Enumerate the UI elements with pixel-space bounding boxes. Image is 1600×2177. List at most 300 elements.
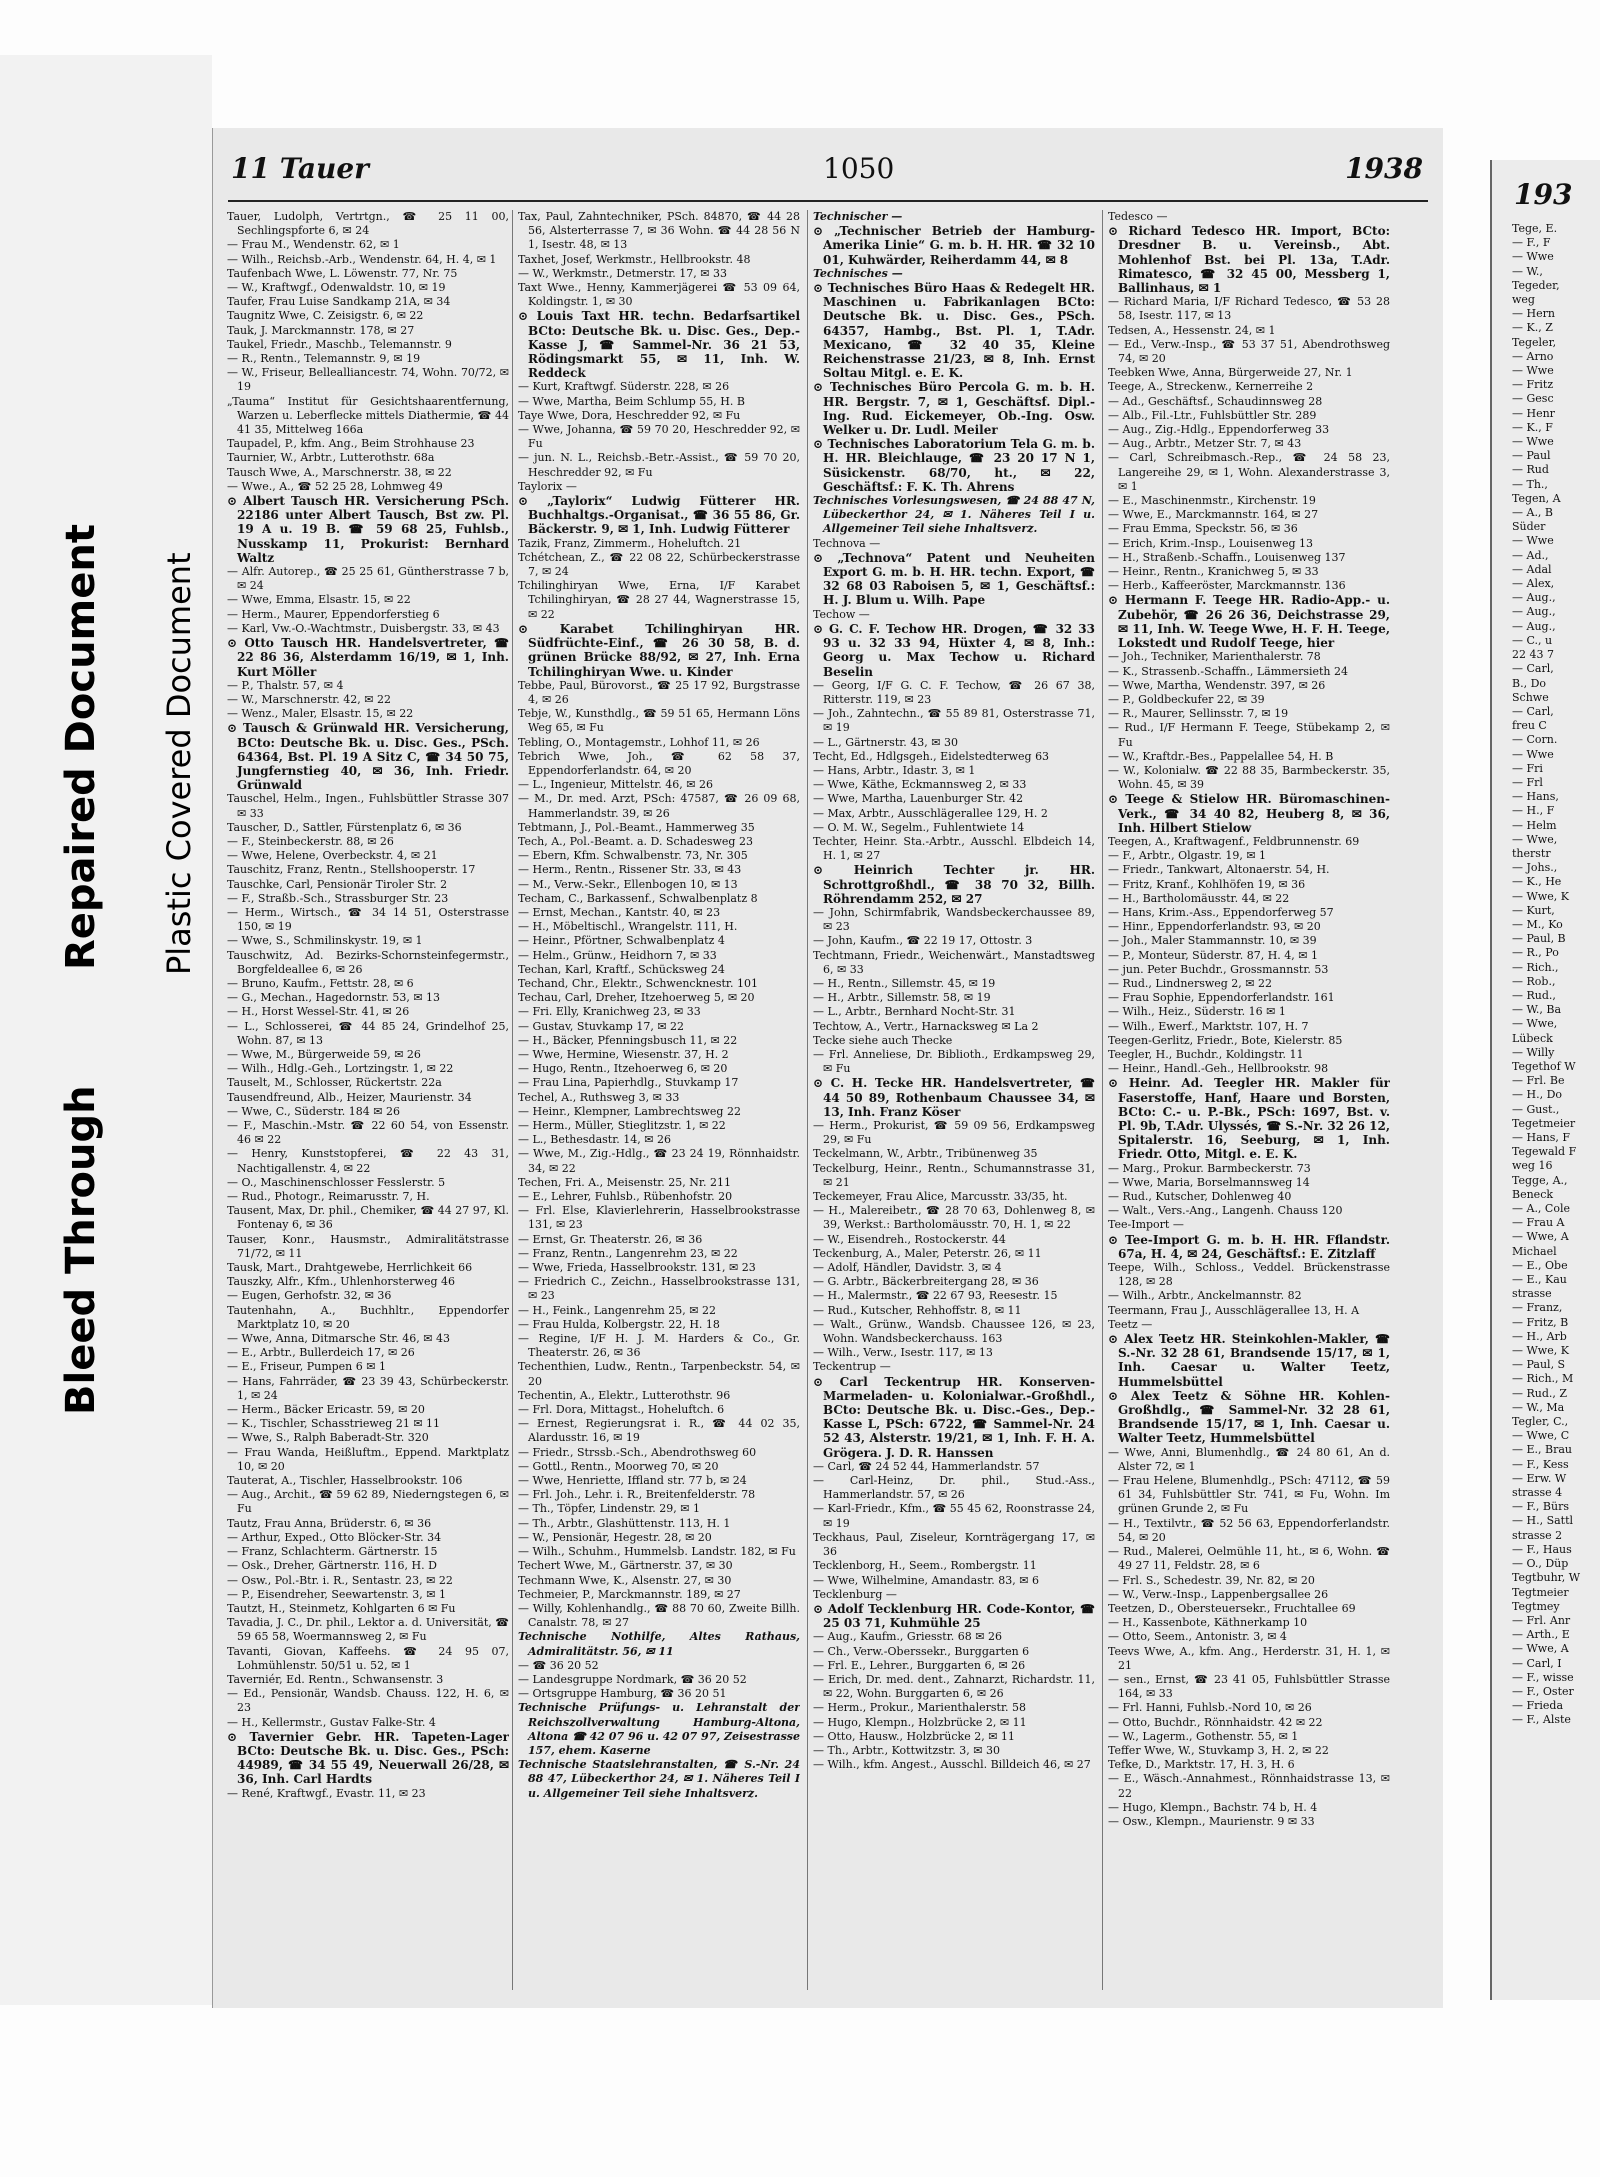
adjacent-page-line: — Helm xyxy=(1512,818,1557,832)
adjacent-page-line: — Paul, B xyxy=(1512,932,1566,946)
directory-entry: ⊙ Alex Teetz & Söhne HR. Kohlen-Großhdlg., ☎ Sammel-Nr. 32 28 61, Brandsende 15/17, ✉ 1, Inh. Caesar u. Walter Teetz, Hummelsbüttel xyxy=(1108,1388,1390,1446)
directory-entry: — M., Verw.-Sekr., Ellenbogen 10, ✉ 13 xyxy=(518,877,738,891)
directory-entry: — Herm., Bäcker Ericastr. 59, ✉ 20 xyxy=(227,1403,425,1417)
directory-entry: Tauterat, A., Tischler, Hasselbrookstr. 106 xyxy=(227,1474,463,1488)
adjacent-page-line: — Rich., xyxy=(1512,960,1559,974)
adjacent-page-line: — Frieda xyxy=(1512,1699,1564,1713)
directory-entry: — Frau Lina, Papierhdlg., Stuvkamp 17 xyxy=(518,1076,739,1090)
directory-entry: Technischer — xyxy=(813,210,903,223)
directory-entry: — Wwe, Anna, Ditmarsche Str. 46, ✉ 43 xyxy=(227,1332,450,1346)
directory-entry: — Hugo, Rentn., Itzehoerweg 6, ✉ 20 xyxy=(518,1062,728,1076)
adjacent-page-line: — H., Do xyxy=(1512,1088,1563,1102)
directory-entry: — E., Friseur, Pumpen 6 ✉ 1 xyxy=(227,1360,386,1374)
directory-entry: Tavadia, J. C., Dr. phil., Lektor a. d. Universität, ☎ 59 65 58, Woermannsweg 2, ✉ Fu xyxy=(227,1616,509,1644)
directory-entry: Technisches Vorlesungswesen, ☎ 24 88 47 N, Lübeckerthor 24, ✉ 1. Näheres Teil I u. Allgemeiner Teil siehe Inhaltsverz. xyxy=(813,494,1095,536)
adjacent-page-line: — Wwe, K xyxy=(1512,889,1569,903)
directory-entry: — Otto, Hausw., Holzbrücke 2, ✉ 11 xyxy=(813,1729,1015,1743)
adjacent-page-line: — A., B xyxy=(1512,506,1554,520)
adjacent-page-line: strasse 2 xyxy=(1512,1528,1563,1542)
directory-entry: — Aug., Archit., ☎ 59 62 89, Niederngstegen 6, ✉ Fu xyxy=(227,1488,509,1516)
directory-entry: — K., Tischler, Schasstrieweg 21 ✉ 11 xyxy=(227,1417,441,1431)
directory-entry: ⊙ „Technova“ Patent und Neuheiten Export G. m. b. H. HR. techn. Export, ☎ 32 68 03 Raboisen 5, ✉ 1, Geschäftsf.: H. J. Blum u. Wilh. Pape xyxy=(813,550,1095,608)
page-header xyxy=(213,152,1443,192)
directory-entry: — Rud., Lindnersweg 2, ✉ 22 xyxy=(1108,976,1273,990)
directory-entry: Teege, A., Streckenw., Kernerreihe 2 xyxy=(1108,380,1314,394)
directory-entry: — Heinr., Klempner, Lambrechtsweg 22 xyxy=(518,1104,741,1118)
directory-entry: — H., Möbeltischl., Wrangelstr. 111, H. xyxy=(518,920,738,934)
directory-entry: Tefke, D., Marktstr. 17, H. 3, H. 6 xyxy=(1108,1758,1295,1772)
adjacent-page-line: — Th., xyxy=(1512,477,1548,491)
adjacent-page-line: Lübeck xyxy=(1512,1031,1553,1045)
directory-entry: ⊙ Adolf Tecklenburg HR. Code-Kontor, ☎ 25 03 71, Kuhmühle 25 xyxy=(813,1601,1095,1631)
directory-entry: — F., Steinbeckerstr. 88, ✉ 26 xyxy=(227,834,394,848)
directory-entry: Tecke siehe auch Thecke xyxy=(813,1033,953,1047)
directory-entry: — Gustav, Stuvkamp 17, ✉ 22 xyxy=(518,1019,685,1033)
directory-entry: Techel, A., Ruthsweg 3, ✉ 33 xyxy=(518,1090,680,1104)
directory-entry: Teckhaus, Paul, Ziseleur, Kornträgergang 17, ✉ 36 xyxy=(813,1530,1095,1559)
adjacent-page-line: — Johs., xyxy=(1512,861,1558,875)
adjacent-page-line: — Gesc xyxy=(1512,392,1554,406)
directory-entry: — H., Kellermstr., Gustav Falke-Str. 4 xyxy=(227,1715,436,1729)
directory-entry: — Frl. Else, Klavierlehrerin, Hasselbrookstrasse 131, ✉ 23 xyxy=(518,1204,800,1232)
directory-entry: ⊙ Teege & Stielow HR. Büromaschinen-Verk., ☎ 34 40 82, Heuberg 8, ✉ 36, Inh. Hilbert Stielow xyxy=(1108,792,1390,835)
directory-entry: — K., Strassenb.-Schaffn., Lämmersieth 24 xyxy=(1108,664,1349,678)
directory-entry: — ☎ 36 20 52 xyxy=(518,1658,599,1672)
directory-entry: — Hugo, Klempn., Holzbrücke 2, ✉ 11 xyxy=(813,1715,1027,1729)
adjacent-page-line: strasse 4 xyxy=(1512,1486,1563,1500)
directory-entry: — Frl. Anneliese, Dr. Biblioth., Erdkampsweg 29, ✉ Fu xyxy=(813,1047,1095,1076)
directory-entry: — Joh., Maler Stammannstr. 10, ✉ 39 xyxy=(1108,934,1317,948)
directory-entry: ⊙ Heinrich Techter jr. HR. Schrottgroßhdl., ☎ 38 70 32, Billh. Röhrendamm 252, ✉ 27 xyxy=(813,863,1095,906)
directory-entry: — Th., Töpfer, Lindenstr. 29, ✉ 1 xyxy=(518,1502,700,1516)
directory-entry: — Carl, Schreibmasch.-Rep., ☎ 24 58 23, Langereihe 29, ✉ 1, Wohn. Alexanderstrasse 3, ✉ 1 xyxy=(1108,451,1390,493)
directory-entry: — L., Gärtnerstr. 43, ✉ 30 xyxy=(813,735,958,749)
directory-entry: — P., Eisendreher, Seewartenstr. 3, ✉ 1 xyxy=(227,1587,447,1601)
adjacent-page-line: — F., Haus xyxy=(1512,1542,1572,1556)
directory-entry: Tausendfreund, Alb., Heizer, Maurienstr. 34 xyxy=(227,1090,472,1104)
plastic-covered-label: Plastic Covered Document xyxy=(160,552,198,975)
adjacent-page-line: Tegler, C., xyxy=(1512,1415,1569,1429)
adjacent-page-line: — F., F xyxy=(1512,236,1551,250)
directory-entry: Techmann Wwe, K., Alsenstr. 27, ✉ 30 xyxy=(518,1573,732,1587)
page-section-heading: 11 Tauer xyxy=(231,152,369,185)
adjacent-page-line: therstr xyxy=(1512,846,1551,860)
directory-entry: Techt, Ed., Hdlgsgeh., Eidelstedterweg 63 xyxy=(813,749,1050,763)
directory-entry: — L., Arbtr., Bernhard Nocht-Str. 31 xyxy=(813,1005,1016,1019)
adjacent-page-line: Beneck xyxy=(1512,1187,1554,1201)
adjacent-page-line: — Carl, xyxy=(1512,662,1554,676)
directory-entry: — Wwe, Henriette, Iffland str. 77 b, ✉ 24 xyxy=(518,1474,747,1488)
adjacent-page-line: — Henr xyxy=(1512,406,1555,420)
directory-entry: — Landesgruppe Nordmark, ☎ 36 20 52 xyxy=(518,1672,747,1686)
directory-entry: — F., Straßb.-Sch., Strassburger Str. 23 xyxy=(227,891,449,905)
directory-entry: Techan, Karl, Kraftf., Schücksweg 24 xyxy=(518,962,725,976)
directory-entry: Technische Nothilfe, Altes Rathaus, Admiralitätstr. 56, ✉ 11 xyxy=(518,1630,800,1658)
directory-column-4 xyxy=(1108,210,1390,1990)
directory-entry: — M., Dr. med. Arzt, PSch: 47587, ☎ 26 09 68, Hammerlandstr. 39, ✉ 26 xyxy=(518,792,800,820)
directory-entry: Taupadel, P., kfm. Ang., Beim Strohhause 23 xyxy=(227,437,475,451)
adjacent-page-line: 22 43 7 xyxy=(1512,648,1554,662)
adjacent-page-line: — A., Cole xyxy=(1512,1202,1570,1216)
directory-entry: — Wenz., Maler, Elsastr. 15, ✉ 22 xyxy=(227,707,414,721)
adjacent-page-line: weg 16 xyxy=(1512,1159,1553,1173)
directory-entry: — Carl, ☎ 24 52 44, Hammerlandstr. 57 xyxy=(813,1459,1040,1473)
directory-entry: — Wwe, Martha, Beim Schlump 55, H. B xyxy=(518,394,745,408)
adjacent-page-line: Tegetmeier xyxy=(1512,1116,1576,1130)
directory-entry: — Henry, Kunststopferei, ☎ 22 43 31, Nachtigallenstr. 4, ✉ 22 xyxy=(227,1147,509,1175)
directory-entry: — John, Schirmfabrik, Wandsbeckerchaussee 89, ✉ 23 xyxy=(813,905,1095,934)
adjacent-page-line: — Gust., xyxy=(1512,1102,1560,1116)
adjacent-page-line: — F., Alste xyxy=(1512,1713,1571,1727)
directory-entry: Technisches — xyxy=(813,266,903,280)
directory-entry: — Carl-Heinz, Dr. phil., Stud.-Ass., Hammerlandstr. 57, ✉ 26 xyxy=(813,1474,1095,1502)
directory-entry: — Ad., Geschäftsf., Schaudinnsweg 28 xyxy=(1108,394,1323,408)
adjacent-page-line: — Wwe xyxy=(1512,747,1554,761)
directory-entry: — Eugen, Gerhofstr. 32, ✉ 36 xyxy=(227,1289,392,1303)
directory-entry: — Hans, Krim.-Ass., Eppendorferweg 57 xyxy=(1108,905,1334,919)
adjacent-page-line: weg xyxy=(1512,293,1535,307)
directory-entry: — Kurt, Kraftwgf. Süderstr. 228, ✉ 26 xyxy=(518,380,730,394)
directory-entry: Tecklenburg — xyxy=(813,1587,897,1601)
directory-entry: — L., Ingenieur, Mittelstr. 46, ✉ 26 xyxy=(518,778,713,792)
column-divider xyxy=(807,210,808,1990)
directory-entry: — Wilh., Schuhm., Hummelsb. Landstr. 182, ✉ Fu xyxy=(518,1545,796,1559)
directory-entry: — Karl-Friedr., Kfm., ☎ 55 45 62, Roonstrasse 24, ✉ 19 xyxy=(813,1502,1095,1530)
directory-entry: Tee-Import — xyxy=(1108,1218,1184,1232)
directory-entry: — Aug., Zig.-Hdlg., Eppendorferweg 33 xyxy=(1108,423,1330,437)
directory-entry: — Ernest, Regierungsrat i. R., ☎ 44 02 35, Alardusstr. 16, ✉ 19 xyxy=(518,1417,800,1445)
adjacent-page-line: Tege, E. xyxy=(1512,222,1558,235)
repaired-document-label: Repaired Document xyxy=(58,524,104,970)
directory-entry: — Wwe, Martha, Lauenburger Str. 42 xyxy=(813,792,1024,806)
directory-entry: — O., Maschinenschlosser Fesslerstr. 5 xyxy=(227,1175,446,1189)
adjacent-page-line: — Wwe, A xyxy=(1512,1642,1569,1656)
directory-entry: — Wilh., kfm. Angest., Ausschl. Billdeich 46, ✉ 27 xyxy=(813,1758,1091,1772)
directory-entry: Techert Wwe, M., Gärtnerstr. 37, ✉ 30 xyxy=(518,1559,733,1573)
directory-entry: — H., Horst Wessel-Str. 41, ✉ 26 xyxy=(227,1005,410,1019)
directory-entry: — Ch., Verw.-Oberssekr., Burggarten 6 xyxy=(813,1644,1030,1658)
directory-entry: — R., Maurer, Sellinsstr. 7, ✉ 19 xyxy=(1108,707,1289,721)
adjacent-page-line: — Paul, S xyxy=(1512,1358,1566,1372)
directory-entry: — jun. Peter Buchdr., Grossmannstr. 53 xyxy=(1108,962,1329,976)
directory-entry: — Frau Hulda, Kolbergstr. 22, H. 18 xyxy=(518,1317,720,1331)
directory-entry: Tauschke, Carl, Pensionär Tiroler Str. 2 xyxy=(227,877,448,891)
directory-entry: ⊙ Carl Teckentrup HR. Konserven-Marmeladen- u. Kolonialwar.-Großhdl., BCto: Deutsche Bk. u. Disc.-Ges., Dep.-Kasse L, PSch: 6722, ☎ Sammel-Nr. 24 52 43, Alsterstr. 19/21, ✉ 1, Inh. F. H. A. Grögera. J. D. R. Hanssen xyxy=(813,1374,1095,1460)
adjacent-page-line: freu C xyxy=(1512,719,1547,733)
directory-entry: ⊙ Tavernier Gebr. HR. Tapeten-Lager BCto: Deutsche Bk. u. Disc. Ges., PSch: 44989, ☎ 34 55 49, Neuerwall 26/28, ✉ 36, Inh. Carl Hardts xyxy=(227,1729,509,1787)
directory-entry: — E., Wäsch.-Annahmest., Rönnhaidstrasse 13, ✉ 22 xyxy=(1108,1772,1390,1800)
adjacent-page-line: — W., Ba xyxy=(1512,1003,1562,1017)
directory-entry: — Frau Sophie, Eppendorferlandstr. 161 xyxy=(1108,991,1335,1005)
column-divider xyxy=(512,210,513,1990)
directory-entry: — Alb., Fil.-Ltr., Fuhlsbüttler Str. 289 xyxy=(1108,408,1317,422)
adjacent-page-line: — Aug., xyxy=(1512,605,1556,619)
directory-entry: — Wwe, Johanna, ☎ 59 70 20, Heschredder 92, ✉ Fu xyxy=(518,423,800,451)
directory-entry: Teegen-Gerlitz, Friedr., Bote, Kielerstr. 85 xyxy=(1108,1033,1343,1047)
directory-entry: ⊙ Alex Teetz HR. Steinkohlen-Makler, ☎ S.-Nr. 32 28 61, Brandsende 15/17, ✉ 1, Inh. Caesar u. Walter Teetz, Hummelsbüttel xyxy=(1108,1332,1390,1389)
adjacent-page-line: — E., Kau xyxy=(1512,1273,1567,1287)
directory-entry: — Herm., Rentn., Rissener Str. 33, ✉ 43 xyxy=(518,863,742,877)
directory-entry: Teckentrup — xyxy=(813,1360,891,1374)
directory-entry: Tauszky, Alfr., Kfm., Uhlenhorsterweg 46 xyxy=(227,1275,455,1289)
directory-entry: ⊙ Karabet Tchilinghiryan HR. Südfrüchte-Einf., ☎ 26 30 58, B. d. grünen Brücke 88/92, ✉ 27, Inh. Erna Tchilinghiryan Wwe. u. Kinder xyxy=(518,621,800,679)
adjacent-page-line: — Aug., xyxy=(1512,591,1556,605)
directory-entry: — Rud., Malerei, Oelmühle 11, ht., ✉ 6, Wohn. ☎ 49 27 11, Feldstr. 28, ✉ 6 xyxy=(1108,1545,1390,1573)
adjacent-page-line: — K., Z xyxy=(1512,321,1553,335)
adjacent-page-line: — Arth., E xyxy=(1512,1628,1570,1642)
directory-entry: Taufenbach Wwe, L. Löwenstr. 77, Nr. 75 xyxy=(227,266,458,280)
adjacent-page-line: — F., Kess xyxy=(1512,1457,1569,1471)
directory-entry: — Regine, I/F H. J. M. Harders & Co., Gr. Theaterstr. 26, ✉ 36 xyxy=(518,1332,800,1360)
directory-entry: — E., Lehrer, Fuhlsb., Rübenhofstr. 20 xyxy=(518,1190,733,1204)
directory-entry: — H., Feink., Langenrehm 25, ✉ 22 xyxy=(518,1303,716,1317)
directory-entry: — Wwe, Wilhelmine, Amandastr. 83, ✉ 6 xyxy=(813,1573,1039,1587)
directory-entry: Taufer, Frau Luise Sandkamp 21A, ✉ 34 xyxy=(227,295,451,309)
directory-entry: — Walt., Grünw., Wandsb. Chaussee 126, ✉ 23, Wohn. Wandsbeckerchauss. 163 xyxy=(813,1317,1095,1346)
directory-entry: — Wwe, E., Marckmannstr. 164, ✉ 27 xyxy=(1108,508,1319,522)
directory-entry: Teetzen, D., Obersteuersekr., Fruchtallee 69 xyxy=(1108,1601,1356,1615)
directory-entry: — Ernst, Mechan., Kantstr. 40, ✉ 23 xyxy=(518,905,721,919)
page-number: 1050 xyxy=(823,152,895,185)
directory-entry: — Herm., Wirtsch., ☎ 34 14 51, Osterstrasse 150, ✉ 19 xyxy=(227,905,509,934)
directory-entry: Tauk, J. Marckmannstr. 178, ✉ 27 xyxy=(227,323,415,337)
adjacent-page-line: Tegeder, xyxy=(1512,278,1560,292)
directory-entry: — Ed., Pensionär, Wandsb. Chauss. 122, H. 6, ✉ 23 xyxy=(227,1687,509,1715)
directory-entry: Tauschitz, Franz, Rentn., Stellshooperstr. 17 xyxy=(227,863,476,877)
directory-entry: — L., Schlosserei, ☎ 44 85 24, Grindelhof 25, Wohn. 87, ✉ 13 xyxy=(227,1019,509,1047)
directory-entry: Tchétchean, Z., ☎ 22 08 22, Schürbeckerstrasse 7, ✉ 24 xyxy=(518,550,800,579)
directory-entry: — Osw., Pol.-Btr. i. R., Sentastr. 23, ✉ 22 xyxy=(227,1573,453,1587)
adjacent-page-line: — Franz, xyxy=(1512,1301,1563,1315)
adjacent-page-line: — Frl xyxy=(1512,775,1543,789)
adjacent-page-line: — F., wisse xyxy=(1512,1670,1574,1684)
directory-entry: — Franz, Rentn., Langenrehm 23, ✉ 22 xyxy=(518,1246,738,1260)
adjacent-page-line: — H., Sattl xyxy=(1512,1514,1574,1528)
directory-entry: ⊙ Albert Tausch HR. Versicherung PSch. 22186 unter Albert Tausch, Bst zw. Pl. 19 A u. 19 B. ☎ 59 68 25, Fuhlsb., Nusskamp 11, Prokurist: Bernhard Waltz xyxy=(227,494,509,565)
directory-entry: Techow — xyxy=(813,607,870,621)
directory-entry: — L., Bethesdastr. 14, ✉ 26 xyxy=(518,1133,671,1147)
adjacent-page-line: — Rich., M xyxy=(1512,1372,1574,1386)
adjacent-page-line: — H., F xyxy=(1512,804,1555,818)
directory-entry: — Ed., Verw.-Insp., ☎ 53 37 51, Abendrothsweg 74, ✉ 20 xyxy=(1108,337,1390,366)
directory-entry: Taugnitz Wwe, C. Zeisigstr. 6, ✉ 22 xyxy=(227,309,424,323)
directory-entry: — Willy, Kohlenhandlg., ☎ 88 70 60, Zweite Billh. Canalstr. 78, ✉ 27 xyxy=(518,1601,800,1630)
directory-entry: — Wwe, Frieda, Hasselbrookstr. 131, ✉ 23 xyxy=(518,1261,756,1275)
directory-entry: ⊙ „Taylorix“ Ludwig Fütterer HR. Buchhaltgs.-Organisat., ☎ 36 55 86, Gr. Bäckerstr. 9, ✉ 1, Inh. Ludwig Fütterer xyxy=(518,494,800,537)
directory-entry: — Erich, Dr. med. dent., Zahnarzt, Richardstr. 11, ✉ 22, Wohn. Burggarten 6, ✉ 26 xyxy=(813,1672,1095,1701)
directory-entry: ⊙ Tausch & Grünwald HR. Versicherung, BCto: Deutsche Bk. u. Disc. Ges., PSch. 64364, Bst. Pl. 19 A Sitz C, ☎ 34 50 75, Jungfernstieg 40, ✉ 36, Inh. Friedr. Grünwald xyxy=(227,721,509,793)
directory-entry: — Friedr., Strssb.-Sch., Abendrothsweg 60 xyxy=(518,1445,757,1459)
adjacent-page-line: — Wwe xyxy=(1512,534,1554,548)
directory-entry: „Tauma“ Institut für Gesichtshaarentfernung, Warzen u. Leberflecke mittels Diathermie, ☎ 44 41 35, Mittelweg 166a xyxy=(227,394,509,437)
directory-entry: — W., Werkmstr., Detmerstr. 17, ✉ 33 xyxy=(518,266,728,280)
adjacent-page-line: — O., Düp xyxy=(1512,1557,1569,1571)
directory-entry: — Wwe, Hermine, Wiesenstr. 37, H. 2 xyxy=(518,1047,729,1061)
directory-entry: — H., Textilvtr., ☎ 52 56 63, Eppendorferlandstr. 54, ✉ 20 xyxy=(1108,1516,1390,1544)
directory-entry: Tebje, W., Kunsthdlg., ☎ 59 51 65, Hermann Löns Weg 65, ✉ Fu xyxy=(518,707,800,735)
directory-entry: — Richard Maria, I/F Richard Tedesco, ☎ 53 28 58, Isestr. 117, ✉ 13 xyxy=(1108,295,1390,323)
adjacent-page-line: — W., xyxy=(1512,264,1543,278)
directory-entry: ⊙ „Technischer Betrieb der Hamburg-Amerika Linie“ G. m. b. H. HR. ☎ 32 10 01, Kuhwärder, Reiherdamm 44, ✉ 8 xyxy=(813,224,1095,267)
directory-entry: Taxhet, Josef, Werkmstr., Hellbrookstr. 48 xyxy=(518,252,751,266)
directory-entry: Techand, Chr., Elektr., Schwencknestr. 101 xyxy=(518,976,758,990)
adjacent-page-line: — Fritz, B xyxy=(1512,1315,1569,1329)
adjacent-page-line: — M., Ko xyxy=(1512,917,1563,931)
adjacent-page-line: — Ad., xyxy=(1512,548,1549,562)
directory-entry: — Joh., Zahntechn., ☎ 55 89 81, Osterstrasse 71, ✉ 19 xyxy=(813,707,1095,735)
directory-entry: — P., Monteur, Süderstr. 87, H. 4, ✉ 1 xyxy=(1108,948,1319,962)
adjacent-page-line: — Wwe, A xyxy=(1512,1230,1569,1244)
adjacent-page-line: — Rob., xyxy=(1512,974,1556,988)
directory-entry: — W., Lagerm., Gothenstr. 55, ✉ 1 xyxy=(1108,1729,1299,1743)
adjacent-page-line: — Corn. xyxy=(1512,733,1558,747)
directory-entry: — Wilh., Verw., Isestr. 117, ✉ 13 xyxy=(813,1346,993,1360)
directory-entry: Tedesco — xyxy=(1108,210,1168,223)
directory-entry: Tauer, Ludolph, Vertrtgn., ☎ 25 11 00, Sechlingspforte 6, ✉ 24 xyxy=(227,210,509,238)
directory-entry: Tebling, O., Montagemstr., Lohhof 11, ✉ 26 xyxy=(518,735,760,749)
adjacent-page-line: — Wwe, xyxy=(1512,1017,1558,1031)
directory-entry: — Herm., Maurer, Eppendorferstieg 6 xyxy=(227,607,440,621)
directory-entry: — jun. N. L., Reichsb.-Betr.-Assist., ☎ 59 70 20, Heschredder 92, ✉ Fu xyxy=(518,451,800,479)
directory-entry: — Wwe, Martha, Wendenstr. 397, ✉ 26 xyxy=(1108,678,1326,692)
adjacent-page-line: — Wwe, xyxy=(1512,832,1558,846)
directory-entry: — Fritz, Kranf., Kohlhöfen 19, ✉ 36 xyxy=(1108,877,1306,891)
directory-entry: Tauselt, M., Schlosser, Rückertstr. 22a xyxy=(227,1076,442,1090)
directory-entry: Teebken Wwe, Anna, Bürgerweide 27, Nr. 1 xyxy=(1108,366,1353,380)
directory-entry: Tchilinghiryan Wwe, Erna, I/F Karabet Tchilinghiryan, ☎ 28 27 44, Wagnerstrasse 15, ✉ 22 xyxy=(518,579,800,621)
directory-entry: Tausk, Mart., Drahtgewebe, Herrlichkeit 66 xyxy=(227,1261,473,1275)
adjacent-page-line: Tegen, A xyxy=(1512,491,1561,505)
directory-entry: — Arthur, Exped., Otto Blöcker-Str. 34 xyxy=(227,1530,442,1544)
adjacent-page-line: — E., Brau xyxy=(1512,1443,1573,1457)
directory-entry: — Frl. Dora, Mittagst., Hoheluftch. 6 xyxy=(518,1403,725,1417)
directory-entry: Tedsen, A., Hessenstr. 24, ✉ 1 xyxy=(1108,323,1276,337)
adjacent-page-line: — Hans, F xyxy=(1512,1131,1571,1144)
directory-entry: — Frl. Joh., Lehr. i. R., Breitenfelderstr. 78 xyxy=(518,1488,756,1502)
directory-entry: — Wwe., A., ☎ 52 25 28, Lohmweg 49 xyxy=(227,479,443,493)
directory-entry: — G., Mechan., Hagedornstr. 53, ✉ 13 xyxy=(227,991,441,1005)
directory-entry: — Frl. Hanni, Fuhlsb.-Nord 10, ✉ 26 xyxy=(1108,1701,1312,1715)
adjacent-page-line: Tegtmeier xyxy=(1512,1585,1569,1599)
adjacent-page-line: — Fri xyxy=(1512,761,1543,775)
directory-entry: — O. M. W., Segelm., Fuhlentwiete 14 xyxy=(813,820,1025,834)
directory-entry: — H., Bäcker, Pfenningsbusch 11, ✉ 22 xyxy=(518,1033,738,1047)
directory-entry: Tebrich Wwe, Joh., ☎ 62 58 37, Eppendorferlandstr. 64, ✉ 20 xyxy=(518,749,800,777)
directory-entry: — H., Malereibetr., ☎ 28 70 63, Dohlenweg 8, ✉ 39, Werkst.: Bartholomäusstr. 70, H. 1, ✉ 22 xyxy=(813,1204,1095,1232)
directory-entry: — Th., Arbtr., Glashüttenstr. 113, H. 1 xyxy=(518,1516,731,1530)
adjacent-page-line: — Carl, xyxy=(1512,704,1554,718)
adjacent-page-line: B., Do xyxy=(1512,676,1547,690)
directory-entry: — F., Maschin.-Mstr. ☎ 22 60 54, von Essenstr. 46 ✉ 22 xyxy=(227,1119,509,1147)
adjacent-page-line: — Carl, I xyxy=(1512,1656,1562,1670)
directory-entry: ⊙ C. H. Tecke HR. Handelsvertreter, ☎ 44 50 89, Rothenbaum Chaussee 34, ✉ 13, Inh. Franz Köser xyxy=(813,1076,1095,1119)
directory-entry: Teffer Wwe, W., Stuvkamp 3, H. 2, ✉ 22 xyxy=(1108,1743,1329,1757)
directory-entry: — Frau Emma, Speckstr. 56, ✉ 36 xyxy=(1108,522,1298,536)
adjacent-page-line: — Adal xyxy=(1512,562,1552,576)
directory-entry: — Karl, Vw.-O.-Wachtmstr., Duisbergstr. 33, ✉ 43 xyxy=(227,621,500,635)
header-rule xyxy=(228,200,1428,202)
directory-entry: — Georg, I/F G. C. F. Techow, ☎ 26 67 38, Ritterstr. 119, ✉ 23 xyxy=(813,678,1095,706)
directory-entry: — Rud., Kutscher, Dohlenweg 40 xyxy=(1108,1190,1292,1204)
directory-entry: — Wwe, M., Zig.-Hdlg., ☎ 23 24 19, Rönnhaidstr. 34, ✉ 22 xyxy=(518,1147,800,1175)
directory-entry: — Wwe, Käthe, Eckmannsweg 2, ✉ 33 xyxy=(813,778,1027,792)
directory-entry: Taukel, Friedr., Maschb., Telemannstr. 9 xyxy=(227,337,452,351)
directory-column-1 xyxy=(227,210,509,1990)
adjacent-page-line: — H., Arb xyxy=(1512,1329,1567,1343)
directory-entry: — Wilh., Ewerf., Marktstr. 107, H. 7 xyxy=(1108,1019,1309,1033)
directory-entry: Taxt Wwe., Henny, Kammerjägerei ☎ 53 09 64, Koldingstr. 1, ✉ 30 xyxy=(518,281,800,309)
directory-entry: ⊙ Technisches Laboratorium Tela G. m. b. H. HR. Bleichlauge, ☎ 23 20 17 N 1, Süsickenstr. 68/70, ht., ✉ 22, Geschäftsf.: F. K. Th. Ahrens xyxy=(813,437,1095,494)
directory-entry: — E., Maschinenmstr., Kirchenstr. 19 xyxy=(1108,494,1316,508)
directory-entry: Teckemeyer, Frau Alice, Marcusstr. 33/35, ht. xyxy=(813,1190,1068,1204)
directory-entry: ⊙ Louis Taxt HR. techn. Bedarfsartikel BCto: Deutsche Bk. u. Disc. Ges., Dep.-Kasse J, ☎ Sammel-Nr. 36 21 53, Rödingsmarkt 55, ✉ 11, Inh. W. Reddeck xyxy=(518,309,800,381)
directory-entry: — Walt., Vers.-Ang., Langenh. Chauss 120 xyxy=(1108,1204,1343,1218)
directory-entry: — Wilh., Heiz., Süderstr. 16 ✉ 1 xyxy=(1108,1005,1286,1019)
directory-entry: — Wwe, Maria, Borselmannsweg 14 xyxy=(1108,1175,1310,1189)
directory-entry: — Heinr., Rentn., Kranichweg 5, ✉ 33 xyxy=(1108,565,1319,579)
directory-entry: — R., Rentn., Telemannstr. 9, ✉ 19 xyxy=(227,352,421,366)
directory-page xyxy=(212,128,1443,2008)
directory-entry: Teckelburg, Heinr., Rentn., Schumannstrasse 31, ✉ 21 xyxy=(813,1161,1095,1189)
directory-entry: Techtow, A., Vertr., Harnacksweg ✉ La 2 xyxy=(813,1019,1039,1033)
directory-entry: Technova — xyxy=(813,536,881,550)
directory-entry: — W., Eisendreh., Rostockerstr. 44 xyxy=(813,1232,1006,1246)
adjacent-page-edge xyxy=(1490,160,1600,2000)
directory-entry: Tech, A., Pol.-Beamt. a. D. Schadesweg 23 xyxy=(518,834,753,848)
adjacent-page-line: — E., Obe xyxy=(1512,1258,1568,1272)
directory-entry: ⊙ Technisches Büro Percola G. m. b. H. HR. Bergstr. 7, ✉ 1, Geschäftsf. Dipl.-Ing. Rud. Eickemeyer, Ob.-Ing. Osw. Welker u. Dr. Ludl. Meiler xyxy=(813,380,1095,438)
directory-entry: ⊙ Heinr. Ad. Teegler HR. Makler für Faserstoffe, Hanf, Haare und Borsten, BCto: C.- u. P.-Bk., PSch: 1697, Bst. v. Pl. 9b, T.Adr. Ulyssés, ☎ S.-Nr. 32 26 12, Spitalerstr. 16, Seeburg, ✉ 1, Inh. Friedr. Otto, Mitgl. e. E. K. xyxy=(1108,1076,1390,1162)
adjacent-page-line: Tegtbuhr, W xyxy=(1512,1571,1581,1585)
directory-entry: — Adolf, Händler, Davidstr. 3, ✉ 4 xyxy=(813,1261,1002,1275)
directory-entry: — Helm., Grünw., Heidhorn 7, ✉ 33 xyxy=(518,948,717,962)
directory-entry: Techtmann, Friedr., Weichenwärt., Manstadtsweg 6, ✉ 33 xyxy=(813,948,1095,976)
directory-entry: — Otto, Buchdr., Rönnhaidstr. 42 ✉ 22 xyxy=(1108,1715,1323,1729)
directory-entry: — W., Pensionär, Hegestr. 28, ✉ 20 xyxy=(518,1530,712,1544)
directory-entry: Technische Staatslehranstalten, ☎ S.-Nr. 24 88 47, Lübeckerthor 24, ✉ 1. Näheres Teil I u. Allgemeiner Teil siehe Inhaltsverz. xyxy=(518,1758,800,1800)
adjacent-page-line: — Arno xyxy=(1512,349,1554,363)
directory-entry: — Max, Arbtr., Ausschlägerallee 129, H. 2 xyxy=(813,806,1048,820)
directory-entry: — Franz, Schlachterm. Gärtnerstr. 15 xyxy=(227,1545,438,1559)
adjacent-page-line: — Rud., Z xyxy=(1512,1386,1568,1400)
directory-entry: Techter, Heinr. Sta.-Arbtr., Ausschl. Elbdeich 14, H. 1, ✉ 27 xyxy=(813,834,1095,863)
directory-entry: — Frl. S., Schedestr. 39, Nr. 82, ✉ 20 xyxy=(1108,1573,1315,1587)
directory-entry: — Frau M., Wendenstr. 62, ✉ 1 xyxy=(227,238,400,252)
directory-entry: Tauser, Konr., Hausmstr., Admiralitätstrasse 71/72, ✉ 11 xyxy=(227,1232,509,1260)
directory-entry: Teevs Wwe, A., kfm. Ang., Herderstr. 31, H. 1, ✉ 21 xyxy=(1108,1644,1390,1672)
directory-entry: Techau, Carl, Dreher, Itzehoerweg 5, ✉ 20 xyxy=(518,991,755,1005)
directory-entry: — Fri. Elly, Kranichweg 23, ✉ 33 xyxy=(518,1005,701,1019)
directory-column-3 xyxy=(813,210,1095,1990)
directory-entry: — Rud., I/F Hermann F. Teege, Stübekamp 2, ✉ Fu xyxy=(1108,721,1390,749)
directory-entry: — Friedrich C., Zeichn., Hasselbrookstrasse 131, ✉ 23 xyxy=(518,1275,800,1303)
directory-entry: Taurnier, W., Arbtr., Lutterothstr. 68a xyxy=(227,451,435,465)
directory-entry: Teckenburg, A., Maler, Peterstr. 26, ✉ 11 xyxy=(813,1246,1042,1260)
directory-entry: — Wwe, Anni, Blumenhdlg., ☎ 24 80 61, An d. Alster 72, ✉ 1 xyxy=(1108,1445,1390,1473)
directory-entry: — W., Marschnerstr. 42, ✉ 22 xyxy=(227,692,392,706)
directory-entry: — W., Verw.-Insp., Lappenbergsallee 26 xyxy=(1108,1587,1329,1601)
directory-entry: — Heinr., Handl.-Geh., Hellbrookstr. 98 xyxy=(1108,1062,1329,1076)
adjacent-page-line: — K., He xyxy=(1512,875,1562,889)
adjacent-page-line: — Wwe xyxy=(1512,364,1554,378)
adjacent-page-line: Tegeler, xyxy=(1512,335,1557,349)
directory-entry: — Aug., Kaufm., Griesstr. 68 ✉ 26 xyxy=(813,1630,1002,1644)
directory-entry: ⊙ Tee-Import G. m. b. H. HR. Fflandstr. 67a, H. 4, ✉ 24, Geschäftsf.: E. Zitzlaff xyxy=(1108,1232,1390,1261)
directory-entry: Tausent, Max, Dr. phil., Chemiker, ☎ 44 27 97, Kl. Fontenay 6, ✉ 36 xyxy=(227,1204,509,1232)
adjacent-page-year: 193 xyxy=(1514,178,1573,211)
adjacent-page-line: — Wwe, C xyxy=(1512,1429,1570,1443)
directory-entry: — Osw., Klempn., Maurienstr. 9 ✉ 33 xyxy=(1108,1814,1315,1828)
